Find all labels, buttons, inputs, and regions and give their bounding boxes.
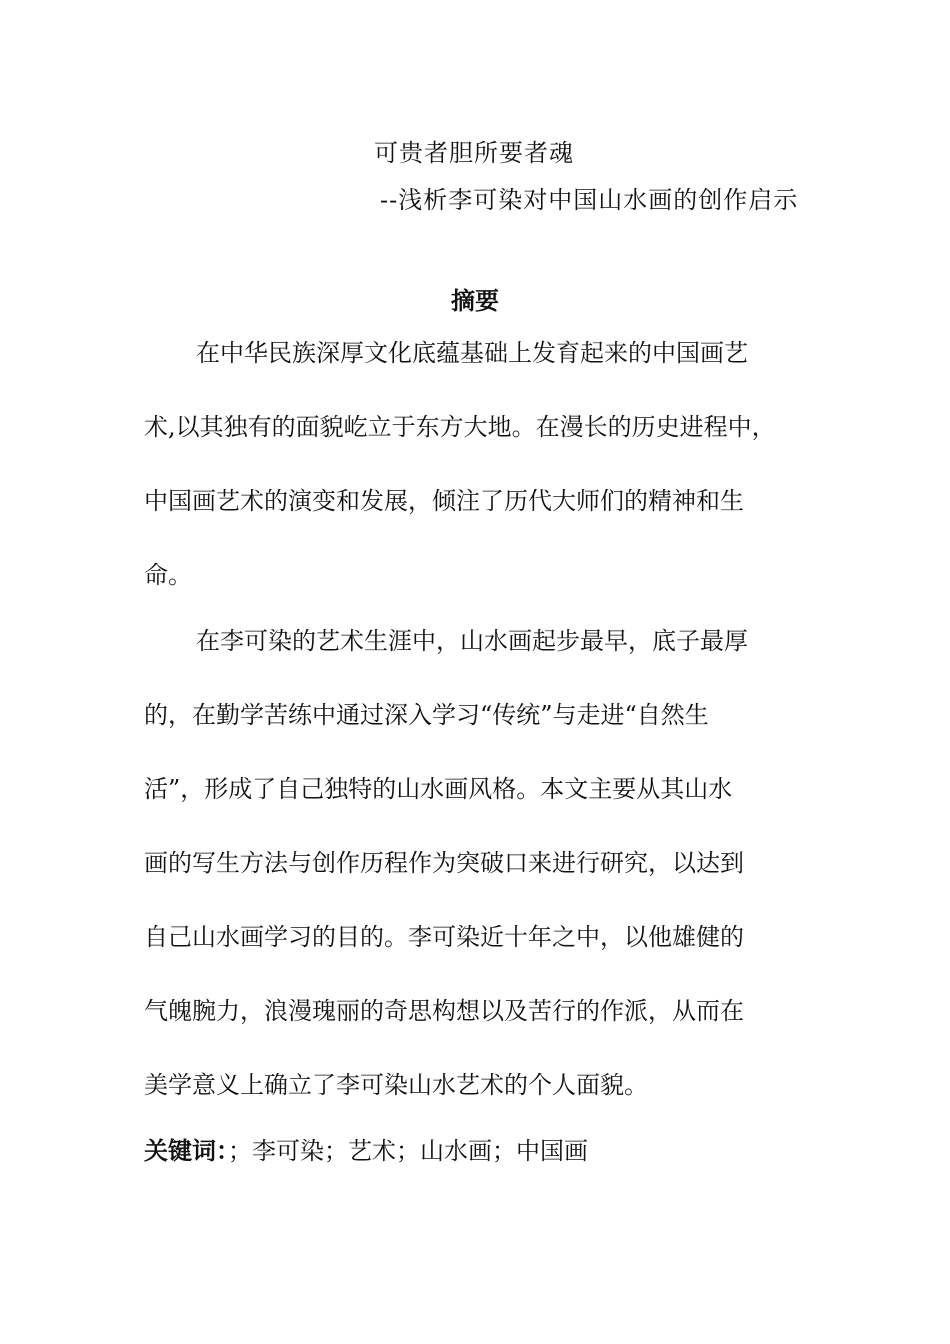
paragraph-1-line-2: 术,以其独有的面貌屹立于东方大地。在漫长的历史进程中， bbox=[144, 413, 776, 441]
paragraph-2-line-3: 活”，形成了自己独特的山水画风格。本文主要从其山水 bbox=[144, 775, 733, 803]
paragraph-2-line-5: 自己山水画学习的目的。李可染近十年之中，以他雄健的 bbox=[144, 923, 744, 951]
paragraph-2-line-2: 的，在勤学苦练中通过深入学习“传统”与走进“自然生 bbox=[144, 701, 709, 729]
keywords-label: 关键词： bbox=[144, 1137, 228, 1165]
paragraph-2-line-6: 气魄腕力，浪漫瑰丽的奇思构想以及苦行的作派，从而在 bbox=[144, 997, 744, 1025]
paragraph-1-line-3: 中国画艺术的演变和发展，倾注了历代大师们的精神和生 bbox=[144, 487, 744, 515]
paragraph-1-line-4: 命。 bbox=[144, 561, 192, 589]
abstract-heading: 摘要 bbox=[451, 287, 499, 315]
keywords-line bbox=[144, 1136, 588, 1166]
paragraph-1-line-1: 在中华民族深厚文化底蕴基础上发育起来的中国画艺 bbox=[196, 339, 748, 367]
keywords-text: ；李可染；艺术；山水画；中国画 bbox=[228, 1137, 588, 1165]
document-subtitle: --浅析李可染对中国山水画的创作启示 bbox=[380, 186, 799, 214]
paragraph-2-line-1: 在李可染的艺术生涯中，山水画起步最早，底子最厚 bbox=[196, 627, 748, 655]
paragraph-2-line-4: 画的写生方法与创作历程作为突破口来进行研究，以达到 bbox=[144, 849, 744, 877]
paragraph-2-line-7: 美学意义上确立了李可染山水艺术的个人面貌。 bbox=[144, 1071, 648, 1099]
document-title: 可贵者胆所要者魂 bbox=[374, 139, 574, 167]
